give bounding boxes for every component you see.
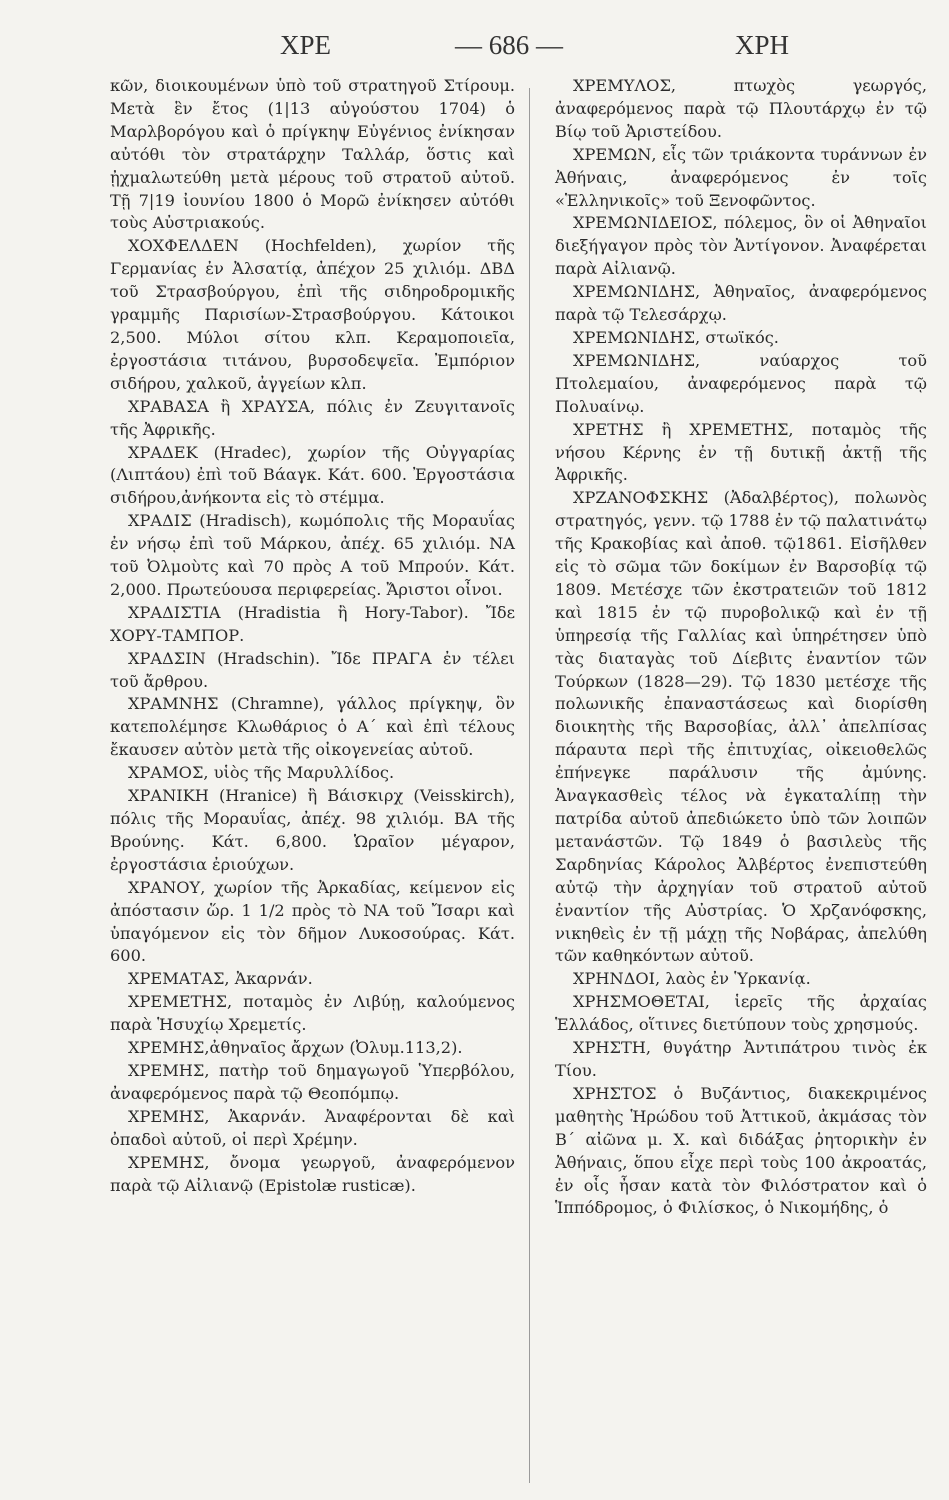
page-header [100, 30, 889, 70]
entry: ΧΡΕΤΗΣ ἢ ΧΡΕΜΕΤΗΣ, ποταμὸς τῆς νήσου Κέρνης ἐν τῇ δυτικῇ ἀκτῇ τῆς Ἀφρικῆς. [555, 419, 927, 485]
header-right-guideword: ΧΡΗ [735, 30, 790, 60]
right-column [555, 75, 927, 1220]
entry: ΧΟΧΦΕΛΔΕΝ (Hochfelden), χωρίον τῆς Γερμανίας ἐν Ἀλσατίᾳ, ἀπέχον 25 χιλιόμ. ΔΒΔ τοῦ Στρασβούργου, ἐπὶ τῆς σιδηροδρομικῆς γραμμῆς Παρισίων-Στρασβούργου. Κάτοικοι 2,500. Μύλοι σίτου κλπ. Κεραμοποιεῖα, ἐργοστάσια τιτάνου, βυρσοδεψεῖα. Ἐμπόριον σιδήρου, χαλκοῦ, ἀγγείων κλπ. [110, 236, 515, 393]
entry: ΧΡΕΜΩΝ, εἷς τῶν τριάκοντα τυράννων ἐν Ἀθήναις, ἀναφερόμενος ἐν τοῖς «Ἑλληνικοῖς» τοῦ Ξενοφῶντος. [555, 144, 927, 210]
entry: ΧΡΕΜΕΤΗΣ, ποταμὸς ἐν Λιβύῃ, καλούμενος παρὰ Ἡσυχίῳ Χρεμετίς. [110, 992, 515, 1035]
entry-continuation: κῶν, διοικουμένων ὑπὸ τοῦ στρατηγοῦ Στίρουμ. Μετὰ ἓν ἔτος (1|13 αὐγούστου 1704) ὁ Μαρλβορόγου καὶ ὁ πρίγκηψ Εὐγένιος ἐνίκησαν αὐτόθι τὸν στρατάρχην Ταλλάρ, ὅστις καὶ ᾐχμαλωτεύθη μετὰ μέρους τοῦ στρατοῦ αὐτοῦ. Τῇ 7|19 ἰουνίου 1800 ὁ Μορῶ ἐνίκησεν αὐτόθι τοὺς Αὐστριακούς. [110, 76, 515, 233]
entry: ΧΡΗΝΔΟΙ, λαὸς ἐν Ὑρκανίᾳ. [573, 969, 811, 989]
entry: ΧΡΕΜΥΛΟΣ, πτωχὸς γεωργός, ἀναφερόμενος παρὰ τῷ Πλουτάρχῳ ἐν τῷ Βίῳ τοῦ Ἀριστείδου. [555, 76, 927, 141]
entry: ΧΡΕΜΩΝΙΔΕΙΟΣ, πόλεμος, ὃν οἱ Ἀθηναῖοι διεξήγαγον πρὸς τὸν Ἀντίγονον. Ἀναφέρεται παρὰ Αἰλιανῷ. [555, 213, 927, 279]
entry: ΧΡΕΜΩΝΙΔΗΣ, Ἀθηναῖος, ἀναφερόμενος παρὰ τῷ Τελεσάρχῳ. [555, 282, 927, 325]
entry: ΧΡΕΜΗΣ, Ἀκαρνάν. Ἀναφέρονται δὲ καὶ ὀπαδοὶ αὐτοῦ, οἱ περὶ Χρέμην. [110, 1106, 515, 1149]
entry: ΧΡΑΔΕΚ (Hradec), χωρίον τῆς Οὐγγαρίας (Λιπτάου) ἐπὶ τοῦ Βάαγκ. Κάτ. 600. Ἐργοστάσια σιδήρου,ἀνήκοντα εἰς τὸ στέμμα. [110, 442, 515, 508]
entry: ΧΡΕΜΑΤΑΣ, Ἀκαρνάν. [128, 969, 313, 989]
entry: ΧΡΗΣΜΟΘΕΤΑΙ, ἱερεῖς τῆς ἀρχαίας Ἑλλάδος, οἵτινες διετύπουν τοὺς χρησμούς. [555, 992, 927, 1035]
entry: ΧΡΕΜΗΣ,ἀθηναῖος ἄρχων (Ὀλυμ.113,2). [128, 1038, 463, 1058]
header-left-guideword: ΧΡΕ [280, 30, 332, 60]
entry: ΧΡΑΜΝΗΣ (Chramne), γάλλος πρίγκηψ, ὃν κατεπολέμησε Κλωθάριος ὁ Α΄ καὶ ἐπὶ τέλους ἔκαυσεν αὐτὸν μετὰ τῆς οἰκογενείας αὐτοῦ. [110, 694, 515, 760]
entry: ΧΡΑΔΙΣ (Hradisch), κωμόπολις τῆς Μοραυΐας ἐν νήσῳ ἐπὶ τοῦ Μάρκου, ἀπέχ. 65 χιλιόμ. ΝΑ τοῦ Ὀλμοὺτς καὶ 70 πρὸς Α τοῦ Μπρούν. Κάτ. 2,000. Πρωτεύουσα περιφερείας. Ἄριστοι οἶνοι. [110, 511, 515, 599]
entry: ΧΡΑΝΟΥ, χωρίον τῆς Ἀρκαδίας, κείμενον εἰς ἀπόστασιν ὥρ. 1 1/2 πρὸς τὸ ΝΑ τοῦ Ἴσαρι καὶ ὑπαγόμενον εἰς τὸν δῆμον Λυκοσούρας. Κάτ. 600. [110, 877, 515, 966]
entry: ΧΡΕΜΩΝΙΔΗΣ, στωϊκός. [573, 327, 779, 347]
entry: ΧΡΖΑΝΟΦΣΚΗΣ (Ἀδαλβέρτος), πολωνὸς στρατηγός, γενν. τῷ 1788 ἐν τῷ παλατινάτῳ τῆς Κρακοβίας καὶ ἀποθ. τῷ1861. Εἰσῆλθεν εἰς τὸ σῶμα τῶν δοκίμων ἐν Βαρσοβίᾳ τῷ 1809. Μετέσχε τῶν ἐκστρατειῶν τοῦ 1812 καὶ 1815 ἐν τῷ πυροβολικῷ καὶ ἐν τῇ ὑπηρεσίᾳ τῆς Γαλλίας καὶ ὑπηρέτησεν ὑπὸ τὰς διαταγὰς τοῦ Δίεβιτς ἐναντίον τῶν Τούρκων (1828—29). Τῷ 1830 μετέσχε τῆς πολωνικῆς ἐπαναστάσεως καὶ διορίσθη διοικητὴς τῆς Βαρσοβίας, ἀλλ᾽ ἀπελπίσας πάραυτα περὶ τῆς ἐπιτυχίας, οἰκειοθελῶς ἐπήνεγκε παράλυσιν τῆς ἀμύνης. Ἀναγκασθεὶς τέλος νὰ ἐγκαταλίπῃ τὴν πατρίδα αὐτοῦ ἀπεδιώκετο ὑπὸ τῶν λοιπῶν μετανάστῶν. Τῷ 1849 ὁ βασιλεὺς τῆς Σαρδηνίας Κάρολος Ἀλβέρτος ἐνεπιστεύθη αὐτῷ τὴν ἀρχηγίαν τοῦ στρατοῦ αὐτοῦ ἐναντίον τῆς Αὐστρίας. Ὁ Χρζανόφσκης, νικηθεὶς ἐν τῇ μάχῃ τῆς Νοβάρας, ἀπελύθη τῶν καθηκόντων αὐτοῦ. [555, 488, 927, 966]
entry: ΧΡΗΣΤΟΣ ὁ Βυζάντιος, διακεκριμένος μαθητὴς Ἡρώδου τοῦ Ἀττικοῦ, ἀκμάσας τὸν Β΄ αἰῶνα μ. Χ. καὶ διδάξας ῥητορικὴν ἐν Ἀθήναις, ὅπου εἶχε περὶ τοὺς 100 ἀκροατάς, ἐν οἷς ἦσαν κατὰ τὸν Φιλόστρατον καὶ ὁ Ἱππόδρομος, ὁ Φιλίσκος, ὁ Νικομήδης, ὁ [555, 1083, 927, 1218]
entry: ΧΡΗΣΤΗ, θυγάτηρ Ἀντιπάτρου τινὸς ἐκ Τίου. [555, 1038, 927, 1080]
entry: ΧΡΕΜΗΣ, ὄνομα γεωργοῦ, ἀναφερόμενον παρὰ τῷ Αἰλιανῷ (Epistolæ rusticæ). [110, 1152, 515, 1195]
entry: ΧΡΕΜΗΣ, πατὴρ τοῦ δημαγωγοῦ Ὑπερβόλου, ἀναφερόμενος παρὰ τῷ Θεοπόμπῳ. [110, 1060, 515, 1103]
entry: ΧΡΑΔΙΣΤΙΑ (Hradistia ἢ Hory-Tabor). Ἴδε ΧΟΡΥ-ΤΑΜΠΟΡ. [110, 602, 515, 645]
left-column [110, 75, 515, 1197]
entry: ΧΡΑΒΑΣΑ ἢ ΧΡΑΥΣΑ, πόλις ἐν Ζευγιτανοῖς τῆς Ἀφρικῆς. [110, 396, 515, 439]
entry: ΧΡΑΝΙΚΗ (Hranice) ἢ Βάισκιρχ (Veisskirch), πόλις τῆς Μοραυΐας, ἀπέχ. 98 χιλιόμ. ΒΑ τῆς Βρούνης. Κάτ. 6,800. Ὡραῖον μέγαρον, ἐργοστάσια ἐριούχων. [110, 786, 515, 874]
column-divider [529, 88, 530, 1483]
entry: ΧΡΑΜΟΣ, υἱὸς τῆς Μαρυλλίδος. [128, 763, 395, 783]
entry: ΧΡΑΔΣΙΝ (Hradschin). Ἴδε ΠΡΑΓΑ ἐν τέλει τοῦ ἄρθρου. [110, 648, 515, 691]
page-number: — 686 — [455, 30, 563, 60]
entry: ΧΡΕΜΩΝΙΔΗΣ, ναύαρχος τοῦ Πτολεμαίου, ἀναφερόμενος παρὰ τῷ Πολυαίνῳ. [555, 350, 927, 416]
